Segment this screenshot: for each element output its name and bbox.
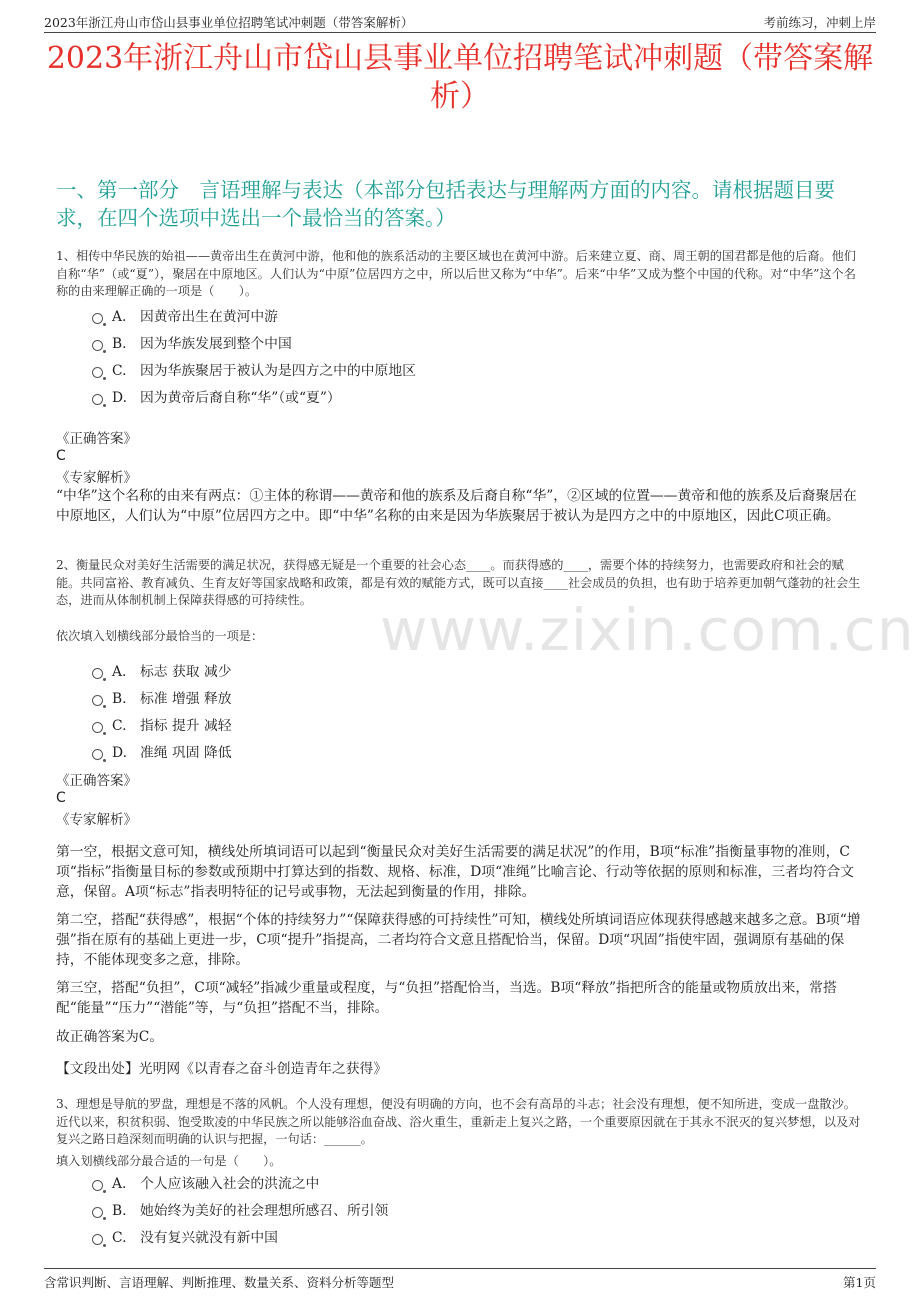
radio-icon[interactable] <box>92 668 103 679</box>
question-2-analysis-conclusion: 故正确答案为C。 <box>56 1029 164 1045</box>
radio-icon[interactable] <box>92 1234 103 1245</box>
question-2-answer: C <box>56 790 66 806</box>
radio-icon[interactable] <box>92 695 103 706</box>
radio-icon[interactable] <box>92 340 103 351</box>
option-text: 因为黄帝后裔自称“华”（或“夏”） <box>140 390 341 406</box>
option-text: 因黄帝出生在黄河中游 <box>140 309 278 325</box>
question-2-analysis-paragraph: 第二空，搭配“获得感”，根据“个体的持续努力”“保障获得感的可持续性”可知，横线处所填词语应体现获得感越来越多之意。B项“增强”指在原有的基础上更进一步，C项“提升”指提高，二者均符合文意且搭配恰当，保留。D项“巩固”指使牢固，强调原有基础的保持，不能体现变多之意，排除。 <box>56 912 861 968</box>
footer-question-types: 含常识判断、言语理解、判断推理、数量关系、资料分析等题型 <box>44 1275 395 1290</box>
radio-icon[interactable] <box>92 1180 103 1191</box>
question-1-answer-label: 《正确答案》 <box>56 431 137 447</box>
option-label: B. <box>112 336 127 352</box>
question-2-analysis-paragraph: 第三空，搭配“负担”，C项“减轻”指减少重量或程度，与“负担”搭配恰当，当选。B项“释放”指把所含的能量或物质放出来，常搭配“能量”“压力”“潜能”等，与“负担”搭配不当，排除。 <box>56 980 837 1016</box>
question-2-text: 2、衡量民众对美好生活需要的满足状况，获得感无疑是一个重要的社会心态____。而获得感的____，需要个体的持续努力，也需要政府和社会的赋能。共同富裕、教育减负、生育友好等国家战略和政策，都是有效的赋能方式，既可以直接____社会成员的负担，也有助于培养更加朝气蓬勃的社会生态，进而从体制机制上保障获得感的可持续性。 <box>56 558 861 607</box>
option-label: B. <box>112 1203 127 1219</box>
question-1-answer: C <box>56 448 66 464</box>
question-3-prompt: 填入划横线部分最合适的一句是（ ）。 <box>56 1154 282 1168</box>
option-text: 准绳 巩固 降低 <box>140 745 232 761</box>
question-1-analysis-label: 《专家解析》 <box>56 470 137 486</box>
option-text: 因为华族发展到整个中国 <box>140 336 292 352</box>
header-slogan: 考前练习，冲刺上岸 <box>763 15 876 30</box>
radio-icon[interactable] <box>92 394 103 405</box>
option-label: A. <box>112 1176 127 1192</box>
question-1-option-a[interactable] <box>92 307 278 327</box>
option-label: D. <box>112 390 127 406</box>
option-text: 个人应该融入社会的洪流之中 <box>140 1176 320 1192</box>
option-label: A. <box>112 664 127 680</box>
question-1-text: 1、相传中华民族的始祖——黄帝出生在黄河中游，他和他的族系活动的主要区域也在黄河中游。后来建立夏、商、周王朝的国君都是他的后裔。他们自称“华”（或“夏”），聚居在中原地区。人们认为“中原”位居四方之中，所以后世又称为“中华”。后来“中华”又成为整个中国的代称。对“中华”这个名称的由来理解正确的一项是（ ）。 <box>56 249 856 298</box>
radio-icon[interactable] <box>92 1207 103 1218</box>
radio-icon[interactable] <box>92 749 103 760</box>
question-2-source: 【文段出处】光明网《以青春之奋斗创造青年之获得》 <box>56 1061 388 1077</box>
question-2-option-d[interactable] <box>92 743 232 763</box>
section-heading: 一、第一部分 言语理解与表达（本部分包括表达与理解两方面的内容。请根据题目要求，在四个选项中选出一个最恰当的答案。） <box>56 178 835 230</box>
page-header <box>44 10 876 33</box>
option-text: 标志 获取 减少 <box>140 664 232 680</box>
option-label: C. <box>112 363 127 379</box>
option-text: 标准 增强 释放 <box>140 691 232 707</box>
question-2-option-b[interactable] <box>92 689 232 709</box>
radio-icon[interactable] <box>92 367 103 378</box>
page-footer <box>44 1268 876 1293</box>
question-2-option-c[interactable] <box>92 716 232 736</box>
header-document-title: 2023年浙江舟山市岱山县事业单位招聘笔试冲刺题（带答案解析） <box>44 15 414 30</box>
option-text: 没有复兴就没有新中国 <box>140 1230 278 1246</box>
question-1-option-c[interactable] <box>92 361 416 381</box>
question-2-analysis-label: 《专家解析》 <box>56 812 137 828</box>
question-1-option-d[interactable] <box>92 388 341 408</box>
question-2-option-a[interactable] <box>92 662 232 682</box>
radio-icon[interactable] <box>92 313 103 324</box>
question-2-prompt: 依次填入划横线部分最恰当的一项是： <box>56 629 264 643</box>
page-title: 2023年浙江舟山市岱山县事业单位招聘笔试冲刺题（带答案解析） <box>46 41 874 114</box>
option-text: 指标 提升 减轻 <box>140 718 232 734</box>
option-label: C. <box>112 1230 127 1246</box>
question-3-option-a[interactable] <box>92 1174 319 1194</box>
question-1-analysis: “中华”这个名称的由来有两点：①主体的称谓——黄帝和他的族系及后裔自称“华”，②区域的位置——黄帝和他的族系及后裔聚居在中原地区，人们认为“中原”位居四方之中。即“中华”名称的由来是因为华族聚居于被认为是四方之中的中原地区，因此C项正确。 <box>56 488 857 524</box>
option-label: A. <box>112 309 127 325</box>
question-1-option-b[interactable] <box>92 334 292 354</box>
page-number: 第1页 <box>843 1275 876 1290</box>
question-3-text: 3、理想是导航的罗盘，理想是不落的风帆。个人没有理想，便没有明确的方向，也不会有高昂的斗志；社会没有理想，便不知所进，变成一盘散沙。近代以来，积贫积弱、饱受欺凌的中华民族之所以能够浴血奋战、浴火重生，重新走上复兴之路，一个重要原因就在于其永不泯灭的复兴梦想，以及对复兴之路日趋深刻而明确的认识与把握，一句话：______。 <box>56 1097 861 1146</box>
option-text: 她始终为美好的社会理想所感召、所引领 <box>140 1203 389 1219</box>
question-2-answer-label: 《正确答案》 <box>56 773 137 789</box>
question-3-option-c[interactable] <box>92 1228 278 1248</box>
question-2-analysis-paragraph: 第一空，根据文意可知，横线处所填词语可以起到“衡量民众对美好生活需要的满足状况”的作用，B项“标准”指衡量事物的准则，C项“指标”指衡量目标的参数或预期中打算达到的指数、规格、标准，D项“准绳”比喻言论、行动等依据的原则和标准，三者均符合文意，保留。A项“标志”指表明特征的记号或事物，无法起到衡量的作用，排除。 <box>56 844 855 900</box>
option-label: D. <box>112 745 127 761</box>
question-3-option-b[interactable] <box>92 1201 388 1221</box>
option-label: C. <box>112 718 127 734</box>
watermark: www.zixin.com.cn <box>380 596 915 664</box>
radio-icon[interactable] <box>92 722 103 733</box>
option-label: B. <box>112 691 127 707</box>
option-text: 因为华族聚居于被认为是四方之中的中原地区 <box>140 363 416 379</box>
